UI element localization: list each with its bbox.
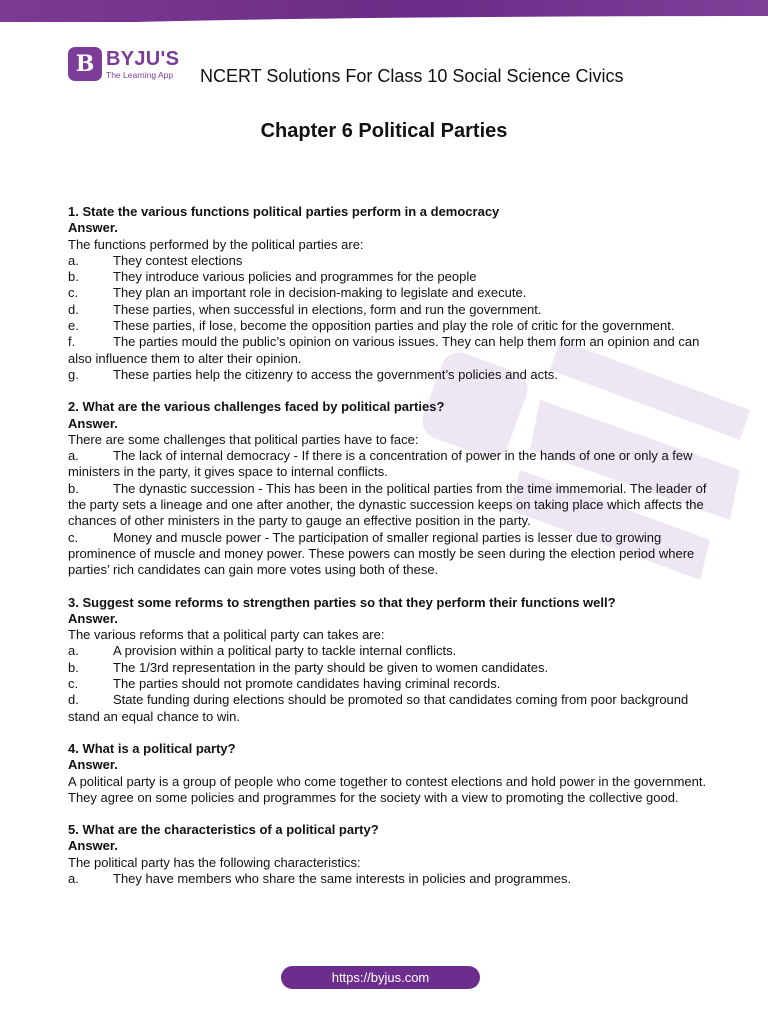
- list-item-letter: a.: [68, 252, 79, 268]
- document-header: NCERT Solutions For Class 10 Social Science Civics: [200, 66, 624, 86]
- byjus-logo-mark: B: [68, 47, 102, 81]
- list-item-text: The parties mould the public’s opinion on various issues. They can help them form an opinion and can also influence them to alter their opinion.: [68, 334, 700, 366]
- list-item-letter: c.: [68, 676, 79, 692]
- list-item-letter: a.: [68, 643, 79, 659]
- list-item: [68, 643, 708, 659]
- list-item-letter: e.: [68, 318, 79, 334]
- byjus-logo-name: BYJU'S: [106, 47, 180, 70]
- answer-intro: There are some challenges that political parties have to face:: [68, 431, 419, 447]
- answer-label: Answer.: [68, 610, 118, 626]
- list-item: [68, 367, 708, 383]
- byjus-logo: [68, 47, 179, 81]
- list-item: [68, 481, 708, 530]
- list-item: [68, 530, 708, 579]
- answer-label: Answer.: [68, 838, 118, 854]
- document-body: [68, 204, 708, 903]
- question-5: 5. What are the characteristics of a political party?: [68, 822, 379, 838]
- list-item-letter: d.: [68, 301, 79, 317]
- list-item-letter: c.: [68, 529, 79, 545]
- list-item-text: The 1/3rd representation in the party should be given to women candidates.: [113, 659, 549, 675]
- list-item: [68, 302, 708, 318]
- list-item-text: Money and muscle power - The participation of smaller regional parties is lesser due to growing prominence of muscle and money power. These powers can mostly be seen during the election period where parties’ rich candidates can gain more votes using both of these.: [68, 529, 695, 578]
- list-item-text: The dynastic succession - This has been in the political parties from the time immemorial. The leader of the party sets a lineage and one after another, the dynastic succession keeps on taking place which affects the chances of other ministers in the party to gauge an effective position in the party.: [68, 480, 707, 529]
- qa-block-2: [68, 399, 708, 578]
- list-item-letter: g.: [68, 366, 79, 382]
- chapter-title: Chapter 6 Political Parties: [260, 120, 508, 142]
- list-item-letter: a.: [68, 870, 79, 886]
- byjus-logo-text: [106, 49, 179, 80]
- question-1: 1. State the various functions political parties perform in a democracy: [68, 204, 500, 219]
- qa-block-3: [68, 595, 708, 725]
- list-item: [68, 660, 708, 676]
- list-item-letter: c.: [68, 285, 79, 301]
- list-item-letter: b.: [68, 269, 79, 285]
- list-item: [68, 448, 708, 481]
- answer-label: Answer.: [68, 220, 118, 236]
- list-item-letter: b.: [68, 659, 79, 675]
- list-item-letter: b.: [68, 480, 79, 496]
- list-item-text: The lack of internal democracy - If there is a concentration of power in the hands of one or only a few ministers in the party, it gives space to internal conflicts.: [68, 448, 693, 480]
- list-item-text: A provision within a political party to tackle internal conflicts.: [113, 643, 457, 659]
- list-item-letter: f.: [68, 334, 76, 350]
- list-item: [68, 285, 708, 301]
- list-item-letter: d.: [68, 692, 79, 708]
- qa-block-1: [68, 204, 708, 383]
- list-item: [68, 253, 708, 269]
- qa-block-4: [68, 741, 708, 806]
- list-item: [68, 318, 708, 334]
- list-item-text: These parties, if lose, become the opposition parties and play the role of critic for the government.: [113, 318, 675, 334]
- answer-intro: The functions performed by the political parties are:: [68, 236, 364, 252]
- list-item: [68, 871, 708, 887]
- list-item-text: They have members who share the same interests in policies and programmes.: [113, 870, 572, 886]
- answer-label: Answer.: [68, 757, 118, 773]
- list-item-text: They introduce various policies and programmes for the people: [113, 269, 477, 285]
- list-item-text: They plan an important role in decision-making to legislate and execute.: [113, 285, 527, 301]
- list-item: [68, 676, 708, 692]
- answer-intro: A political party is a group of people who come together to contest elections and hold power in the government. They agree on some policies and programmes for the society with a view to promoting the collective good.: [68, 773, 707, 805]
- byjus-logo-tagline: The Learning App: [106, 69, 174, 80]
- question-4: 4. What is a political party?: [68, 740, 236, 756]
- answer-intro: The various reforms that a political party can takes are:: [68, 627, 385, 643]
- footer-url-link[interactable]: https://byjus.com: [281, 966, 480, 989]
- list-item-text: State funding during elections should be promoted so that candidates coming from poor background stand an equal chance to win.: [68, 692, 689, 724]
- list-item-text: These parties help the citizenry to access the government’s policies and acts.: [113, 366, 558, 382]
- list-item: [68, 334, 708, 367]
- answer-label: Answer.: [68, 415, 118, 431]
- qa-block-5: [68, 822, 708, 887]
- question-2: 2. What are the various challenges faced by political parties?: [68, 399, 445, 415]
- list-item-text: They contest elections: [113, 252, 243, 268]
- list-item-text: The parties should not promote candidates having criminal records.: [113, 676, 501, 692]
- question-3: 3. Suggest some reforms to strengthen parties so that they perform their functions well?: [68, 594, 616, 610]
- list-item: [68, 269, 708, 285]
- answer-intro: The political party has the following characteristics:: [68, 854, 361, 870]
- list-item: [68, 692, 708, 725]
- list-item-text: These parties, when successful in elections, form and run the government.: [113, 301, 542, 317]
- list-item-letter: a.: [68, 448, 79, 464]
